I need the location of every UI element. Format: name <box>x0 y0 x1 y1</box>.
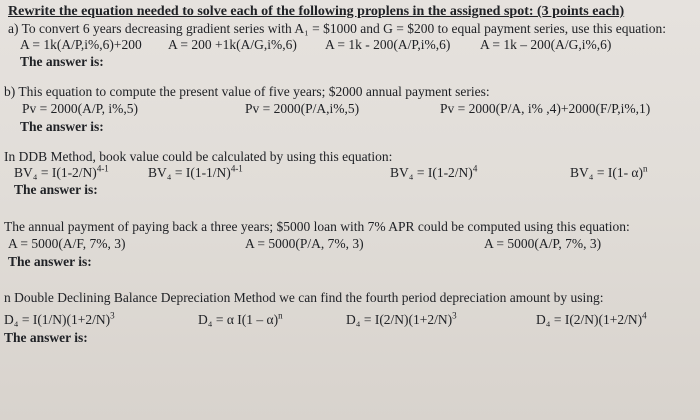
question-a-option-1: A = 1k(A/P,i%,6)+200 <box>20 37 142 52</box>
question-e-option-4 <box>536 312 647 328</box>
question-a-option-4: A = 1k – 200(A/G,i%,6) <box>480 37 612 52</box>
question-e-option-3 <box>346 312 457 328</box>
question-d-option-3: A = 5000(A/P, 7%, 3) <box>484 236 602 251</box>
question-c-option-3 <box>390 165 477 181</box>
question-d-answer-label: The answer is: <box>8 254 92 269</box>
question-b-prompt: b) This equation to compute the present value of five years; $2000 annual payment series: <box>4 84 490 99</box>
question-e-option-1-exponent: 3 <box>110 310 115 321</box>
question-b-option-2: Pv = 2000(P/A,i%,5) <box>245 101 360 116</box>
question-e-option-3-exponent: 3 <box>452 310 457 321</box>
question-c-option-4-exponent: n <box>643 163 648 174</box>
question-e-option-1 <box>4 312 115 328</box>
question-e-option-2-exponent: n <box>278 310 283 321</box>
question-d-prompt: The annual payment of paying back a three years; $5000 loan with 7% APR could be computed using this equation: <box>4 219 630 234</box>
question-c-answer-label: The answer is: <box>14 182 98 197</box>
question-c-option-2 <box>148 165 243 181</box>
question-e-option-4-base: D₄ = I(2/N)(1+2/N) <box>536 312 643 327</box>
question-b-option-1: Pv = 2000(A/P, i%,5) <box>22 101 138 116</box>
question-a-prompt: a) To convert 6 years decreasing gradient series with A₁ = $1000 and G = $200 to equal payment series, use this equation: <box>8 21 666 36</box>
question-a-answer-label: The answer is: <box>20 54 104 69</box>
question-c-option-4 <box>570 165 648 181</box>
question-e-option-2-base: D₄ = α I(1 – α) <box>198 312 279 327</box>
question-b-option-3: Pv = 2000(P/A, i% ,4)+2000(F/P,i%,1) <box>440 101 651 116</box>
question-c-option-1 <box>14 165 109 181</box>
question-e-option-3-base: D₄ = I(2/N)(1+2/N) <box>346 312 453 327</box>
question-a-option-3: A = 1k - 200(A/P,i%,6) <box>325 37 451 52</box>
question-b-answer-label: The answer is: <box>20 119 104 134</box>
question-e-option-2 <box>198 312 283 328</box>
question-c-option-3-exponent: 4 <box>472 163 478 174</box>
question-e-option-1-base: D₄ = I(1/N)(1+2/N) <box>4 312 111 327</box>
question-c-prompt: In DDB Method, book value could be calculated by using this equation: <box>4 149 393 164</box>
question-e-option-4-exponent: 4 <box>642 310 647 321</box>
question-e-answer-label: The answer is: <box>4 330 88 345</box>
question-d-option-2: A = 5000(P/A, 7%, 3) <box>245 236 364 251</box>
question-c-option-4-base: BV₄ = I(1- α) <box>570 165 644 180</box>
worksheet-heading: Rewrite the equation needed to solve each of the following proplens in the assigned spot: (3 points each) <box>8 4 625 19</box>
question-c-option-1-exponent: 4-1 <box>96 163 109 174</box>
question-c-option-3-base: BV₄ = I(1-2/N) <box>390 165 473 180</box>
question-a-option-2: A = 200 +1k(A/G,i%,6) <box>168 37 297 52</box>
question-d-option-1: A = 5000(A/F, 7%, 3) <box>8 236 126 251</box>
question-c-option-2-base: BV₄ = I(1-1/N) <box>148 165 231 180</box>
question-c-option-2-exponent: 4-1 <box>230 163 243 174</box>
question-c-option-1-base: BV₄ = I(1-2/N) <box>14 165 97 180</box>
question-e-prompt: n Double Declining Balance Depreciation Method we can find the fourth period depreciation amount by using: <box>4 290 604 305</box>
